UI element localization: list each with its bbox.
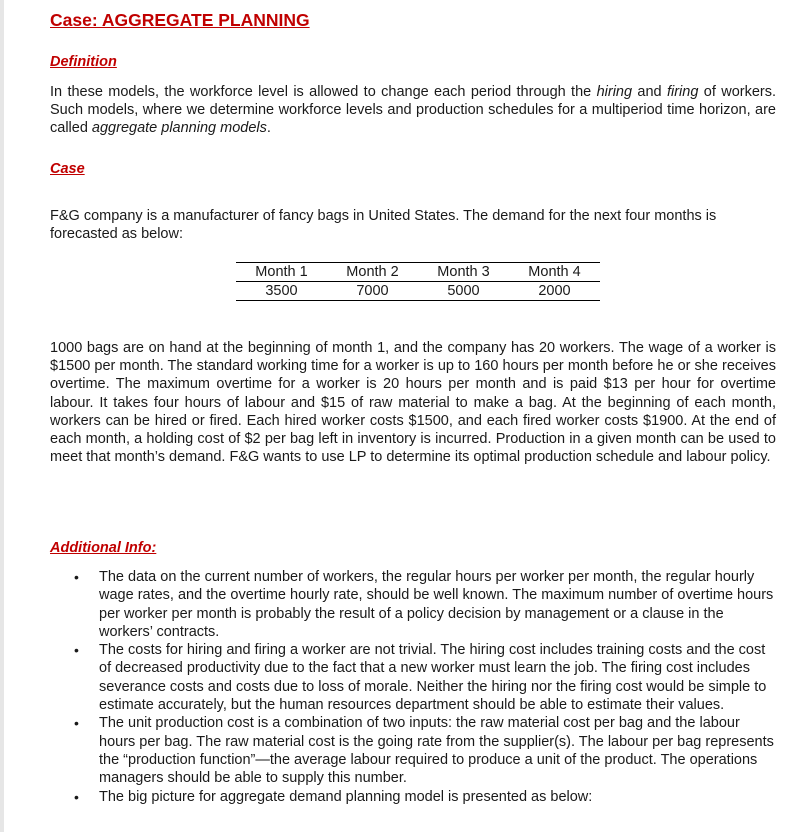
table-header-cell: Month 4 [509, 263, 600, 282]
table-row [236, 282, 600, 301]
list-item: • The big picture for aggregate demand planning model is presented as below: [74, 788, 593, 805]
demand-forecast-table [236, 262, 600, 301]
page-left-edge [0, 0, 4, 832]
table-cell: 5000 [418, 282, 509, 301]
list-item: • The costs for hiring and firing a worker are not trivial. The hiring cost includes training costs and the cost of decreased productivity due to the fact that a new worker must learn the job. The firing cost includes severance costs and costs due to loss of morale. Neither the hiring nor the firing cost would be simple to estimate accurately, but the human resources department should be able to estimate their values. [74, 642, 767, 714]
list-item: • The unit production cost is a combination of two inputs: the raw material cost per bag and the labour hours per bag. The raw material cost is the going rate from the supplier(s). The labour per bag represents the “production function”—the average labour required to produce a unit of the product. The operations managers should be able to supply this number. [74, 715, 774, 787]
table-cell: 2000 [509, 282, 600, 301]
table-header-cell: Month 3 [418, 263, 509, 282]
table-cell: 3500 [236, 282, 327, 301]
bullet-icon: • [74, 569, 79, 585]
case-heading: Case [50, 161, 85, 177]
bullet-icon: • [74, 715, 79, 732]
additional-info-list [50, 568, 780, 806]
case-intro-paragraph: F&G company is a manufacturer of fancy bags in United States. The demand for the next four months is forecasted as below: [50, 208, 717, 243]
list-item: • The data on the current number of workers, the regular hours per worker per month, the regular hourly wage rates, and the overtime hourly rate, should be well known. The maximum number of overtime hours per worker per month is probably the result of a policy decision by management or a clause in the workers’ contracts. [74, 569, 774, 640]
definition-heading: Definition [50, 54, 117, 70]
bullet-icon: • [74, 788, 79, 805]
table-header-cell: Month 1 [236, 263, 327, 282]
page-title: Case: AGGREGATE PLANNING [50, 10, 310, 30]
bullet-icon: • [74, 642, 79, 659]
table-header-cell: Month 2 [327, 263, 418, 282]
table-header-row [236, 263, 600, 282]
definition-paragraph: In these models, the workforce level is allowed to change each period through the hiring and firing of workers. Such models, where we determine workforce levels and production schedules for a multiperiod time horizon, are called aggregate planning models. [50, 84, 777, 137]
case-details-paragraph: 1000 bags are on hand at the beginning of month 1, and the company has 20 workers. The wage of a worker is $1500 per month. The standard working time for a worker is up to 160 hours per month before he or she receives overtime. The maximum overtime for a worker is 20 hours per month and is paid $13 per hour for overtime labour. It takes four hours of labour and $15 of raw material to make a bag. At the beginning of each month, workers can be hired or fired. Each hired worker costs $1500, and each fired worker costs $1900. At the end of each month, a holding cost of $2 per bag left in inventory is incurred. Production in a given month can be used to meet that month’s demand. F&G wants to use LP to determine its optimal production schedule and labour policy. [50, 340, 776, 466]
additional-info-heading: Additional Info: [50, 540, 157, 556]
table-cell: 7000 [327, 282, 418, 301]
